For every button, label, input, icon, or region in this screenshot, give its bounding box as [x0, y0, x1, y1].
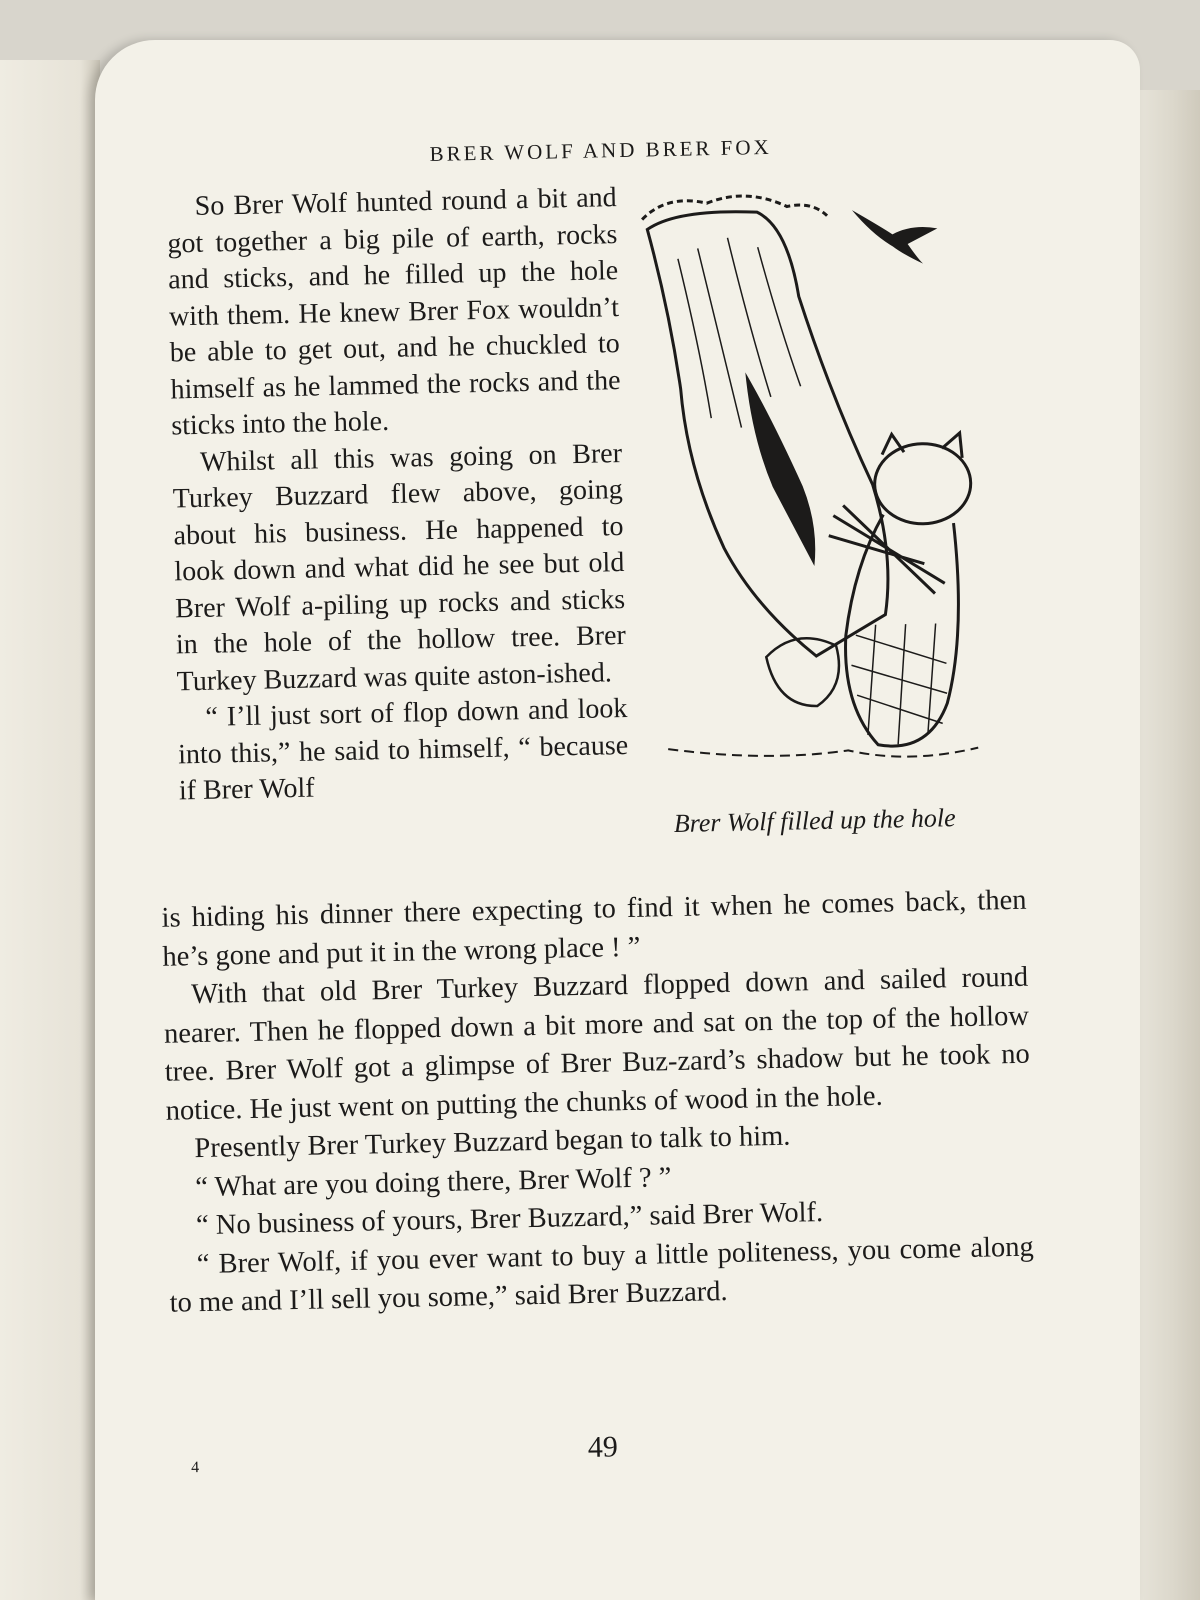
- illustration: [636, 183, 988, 790]
- paragraph: “ I’ll just sort of flop down and look into this,” he said to himself, “ because if Brer Wolf: [177, 692, 629, 807]
- paragraph: Presently Brer Turkey Buzzard began to talk to him.: [194, 1120, 791, 1165]
- facing-page-edge: [0, 60, 100, 1600]
- illustration-caption: Brer Wolf filled up the hole: [673, 803, 956, 839]
- page-content: [125, 110, 1145, 1550]
- wolf-head: [874, 443, 972, 525]
- foliage: [642, 194, 827, 219]
- paragraph: With that old Brer Turkey Buzzard flopped down and sailed round nearer. Then he flopped down a bit more and sat on the top of the hollow tree. Brer Wolf got a glimpse of Brer Buz-zard’s shadow but he took no notice. He just went on putting the chunks of wood in the hole.: [163, 961, 1030, 1127]
- column-text: [166, 180, 629, 810]
- page-number: 49: [587, 1430, 619, 1464]
- signature-mark: 4: [190, 1459, 200, 1477]
- body-text: [161, 882, 1035, 1324]
- ground: [668, 743, 978, 762]
- paragraph: Whilst all this was going on Brer Turkey Buzzard flew above, going about his business. He happened to look down and what did he see but old Brer Wolf a-piling up rocks and sticks in the hole of the hollow tree. Brer Turkey Buzzard was quite aston-ished.: [172, 437, 627, 697]
- paragraph: “ Brer Wolf, if you ever want to buy a little politeness, you come along to me and I’ll sell you some,” said Brer Buzzard.: [169, 1231, 1035, 1319]
- wolf-ears: [882, 433, 963, 460]
- tree-hollow: [745, 371, 815, 567]
- buzzard-shape: [852, 208, 938, 265]
- tree-bark-lines: [678, 236, 802, 428]
- paragraph: “ No business of yours, Brer Buzzard,” said Brer Wolf.: [195, 1196, 824, 1242]
- paragraph: So Brer Wolf hunted round a bit and got together a big pile of earth, rocks and sticks, and he filled up the hole with them. He knew Brer Fox wouldn’t be able to get out, and he chuckled to himself as he lammed the rocks and the sticks into the hole.: [167, 182, 621, 442]
- paragraph: “ What are you doing there, Brer Wolf ? ”: [194, 1161, 672, 1203]
- paragraph: is hiding his dinner there expecting to find it when he comes back, then he’s gone and put it in the wrong place ! ”: [161, 884, 1027, 973]
- running-head: BRER WOLF AND BRER FOX: [429, 134, 772, 166]
- book-page: [95, 40, 1140, 1600]
